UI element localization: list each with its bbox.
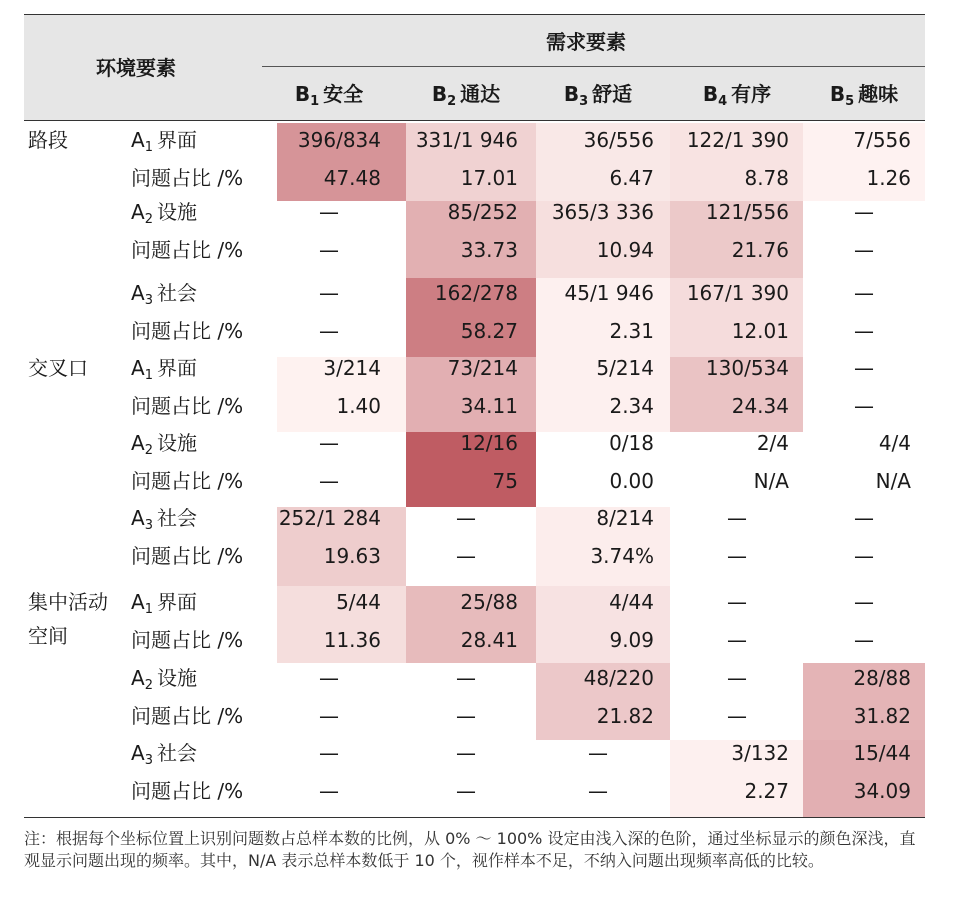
count-value: 73/214 [447, 356, 518, 380]
empty-dash: — [854, 506, 874, 530]
empty-dash: — [727, 628, 747, 652]
count-value: 365/3 336 [551, 200, 654, 224]
ratio-value: 2.31 [609, 319, 654, 343]
empty-dash: — [319, 281, 339, 305]
empty-dash: — [854, 281, 874, 305]
row-label: $A_2$ 设施 [131, 666, 197, 693]
ratio-label: 问题占比 /% [131, 166, 244, 190]
column-header-5 [824, 82, 904, 114]
empty-dash: — [319, 779, 339, 803]
empty-dash: — [588, 779, 608, 803]
column-header-4 [697, 82, 777, 114]
empty-dash: — [854, 394, 874, 418]
count-value: 12/16 [460, 431, 518, 455]
empty-dash: — [319, 319, 339, 343]
ratio-value: 9.09 [609, 628, 654, 652]
ratio-label: 问题占比 /% [131, 544, 244, 568]
demand-title: 需求要素 [546, 30, 626, 54]
ratio-value: 3.74% [590, 544, 654, 568]
count-value: 2/4 [756, 431, 789, 455]
ratio-value: 2.34 [609, 394, 654, 418]
row-label: $A_3$ 社会 [131, 281, 197, 308]
column-header-2 [426, 82, 506, 114]
column-subscript: 2 [447, 94, 457, 109]
ratio-value: 11.36 [323, 628, 381, 652]
ratio-value: N/A [753, 469, 789, 493]
empty-dash: — [588, 741, 608, 765]
ratio-value: 47.48 [323, 166, 381, 190]
empty-dash: — [854, 238, 874, 262]
count-value: 162/278 [434, 281, 518, 305]
empty-dash: — [319, 666, 339, 690]
count-value: 4/44 [609, 590, 654, 614]
ratio-value: 33.73 [460, 238, 518, 262]
count-value: 252/1 284 [278, 506, 381, 530]
empty-dash: — [319, 431, 339, 455]
empty-dash: — [456, 704, 476, 728]
column-name: 有序 [731, 82, 772, 106]
ratio-value: 34.11 [460, 394, 518, 418]
count-value: 396/834 [297, 128, 381, 152]
row-label: $A_2$ 设施 [131, 200, 197, 227]
count-value: 36/556 [583, 128, 654, 152]
ratio-value: 17.01 [460, 166, 518, 190]
count-value: 15/44 [853, 741, 911, 765]
ratio-value: 75 [492, 469, 518, 493]
empty-dash: — [854, 200, 874, 224]
column-subscript: 1 [310, 94, 320, 109]
column-subscript: 4 [718, 94, 728, 109]
group-label: 集中活动 [28, 590, 108, 614]
column-name: 趣味 [858, 82, 899, 106]
ratio-value: 24.34 [731, 394, 789, 418]
empty-dash: — [319, 469, 339, 493]
ratio-value: 28.41 [460, 628, 518, 652]
empty-dash: — [854, 628, 874, 652]
column-prefix: B [702, 82, 719, 106]
ratio-value: 58.27 [460, 319, 518, 343]
count-value: 3/132 [731, 741, 789, 765]
count-value: 130/534 [705, 356, 789, 380]
empty-dash: — [319, 238, 339, 262]
column-header-3 [558, 82, 638, 114]
table-note: 注：根据每个坐标位置上识别问题数占总样本数的比例，从 0% ～ 100% 设定由浅入深的色阶，通过坐标显示的颜色深浅，直观显示问题出现的频率。其中，N/A 表示总样本数低于 10 个，视作样本不足，不纳入问题出现频率高低的比较。 [24, 829, 916, 870]
count-value: 0/18 [609, 431, 654, 455]
ratio-label: 问题占比 /% [131, 704, 244, 728]
ratio-value: 34.09 [853, 779, 911, 803]
empty-dash: — [727, 704, 747, 728]
group-label: 交叉口 [28, 356, 88, 380]
ratio-label: 问题占比 /% [131, 319, 244, 343]
count-value: 167/1 390 [686, 281, 789, 305]
count-value: 5/214 [596, 356, 654, 380]
ratio-value: 2.27 [744, 779, 789, 803]
ratio-value: 12.01 [731, 319, 789, 343]
empty-dash: — [854, 590, 874, 614]
column-prefix: B [431, 82, 448, 106]
count-value: 85/252 [447, 200, 518, 224]
group-label: 路段 [28, 128, 68, 152]
empty-dash: — [727, 590, 747, 614]
empty-dash: — [456, 544, 476, 568]
count-value: 48/220 [583, 666, 654, 690]
ratio-value: 1.26 [866, 166, 911, 190]
count-value: 121/556 [705, 200, 789, 224]
row-label: $A_1$ 界面 [131, 128, 197, 155]
row-label: $A_3$ 社会 [131, 741, 197, 768]
ratio-label: 问题占比 /% [131, 628, 244, 652]
ratio-value: 19.63 [323, 544, 381, 568]
empty-dash: — [319, 704, 339, 728]
empty-dash: — [854, 356, 874, 380]
ratio-label: 问题占比 /% [131, 238, 244, 262]
empty-dash: — [727, 506, 747, 530]
empty-dash: — [456, 741, 476, 765]
ratio-label: 问题占比 /% [131, 779, 244, 803]
empty-dash: — [456, 666, 476, 690]
ratio-label: 问题占比 /% [131, 469, 244, 493]
column-name: 舒适 [592, 82, 633, 106]
header-divider [262, 66, 925, 67]
column-name: 安全 [323, 82, 364, 106]
empty-dash: — [854, 544, 874, 568]
ratio-value: 10.94 [596, 238, 654, 262]
ratio-value: 21.76 [731, 238, 789, 262]
empty-dash: — [854, 319, 874, 343]
empty-dash: — [456, 779, 476, 803]
count-value: 3/214 [323, 356, 381, 380]
env-title: 环境要素 [96, 56, 176, 80]
count-value: 7/556 [853, 128, 911, 152]
count-value: 25/88 [460, 590, 518, 614]
column-header-1 [289, 82, 369, 114]
column-prefix: B [563, 82, 580, 106]
count-value: 5/44 [336, 590, 381, 614]
count-value: 45/1 946 [564, 281, 654, 305]
row-label: $A_1$ 界面 [131, 590, 197, 617]
ratio-value: 8.78 [744, 166, 789, 190]
row-label: $A_1$ 界面 [131, 356, 197, 383]
empty-dash: — [319, 741, 339, 765]
ratio-value: 0.00 [609, 469, 654, 493]
ratio-value: 31.82 [853, 704, 911, 728]
column-prefix: B [294, 82, 311, 106]
row-label: $A_2$ 设施 [131, 431, 197, 458]
column-prefix: B [829, 82, 846, 106]
count-value: 122/1 390 [686, 128, 789, 152]
column-subscript: 5 [845, 94, 855, 109]
ratio-value: 21.82 [596, 704, 654, 728]
ratio-value: 1.40 [336, 394, 381, 418]
count-value: 28/88 [853, 666, 911, 690]
row-label: $A_3$ 社会 [131, 506, 197, 533]
ratio-label: 问题占比 /% [131, 394, 244, 418]
count-value: 331/1 946 [415, 128, 518, 152]
empty-dash: — [727, 666, 747, 690]
ratio-value: N/A [875, 469, 911, 493]
ratio-value: 6.47 [609, 166, 654, 190]
column-name: 通达 [460, 82, 501, 106]
bottom-rule [24, 817, 925, 818]
empty-dash: — [727, 544, 747, 568]
empty-dash: — [319, 200, 339, 224]
count-value: 8/214 [596, 506, 654, 530]
count-value: 4/4 [878, 431, 911, 455]
empty-dash: — [456, 506, 476, 530]
group-label: 空间 [28, 624, 68, 648]
column-subscript: 3 [579, 94, 589, 109]
